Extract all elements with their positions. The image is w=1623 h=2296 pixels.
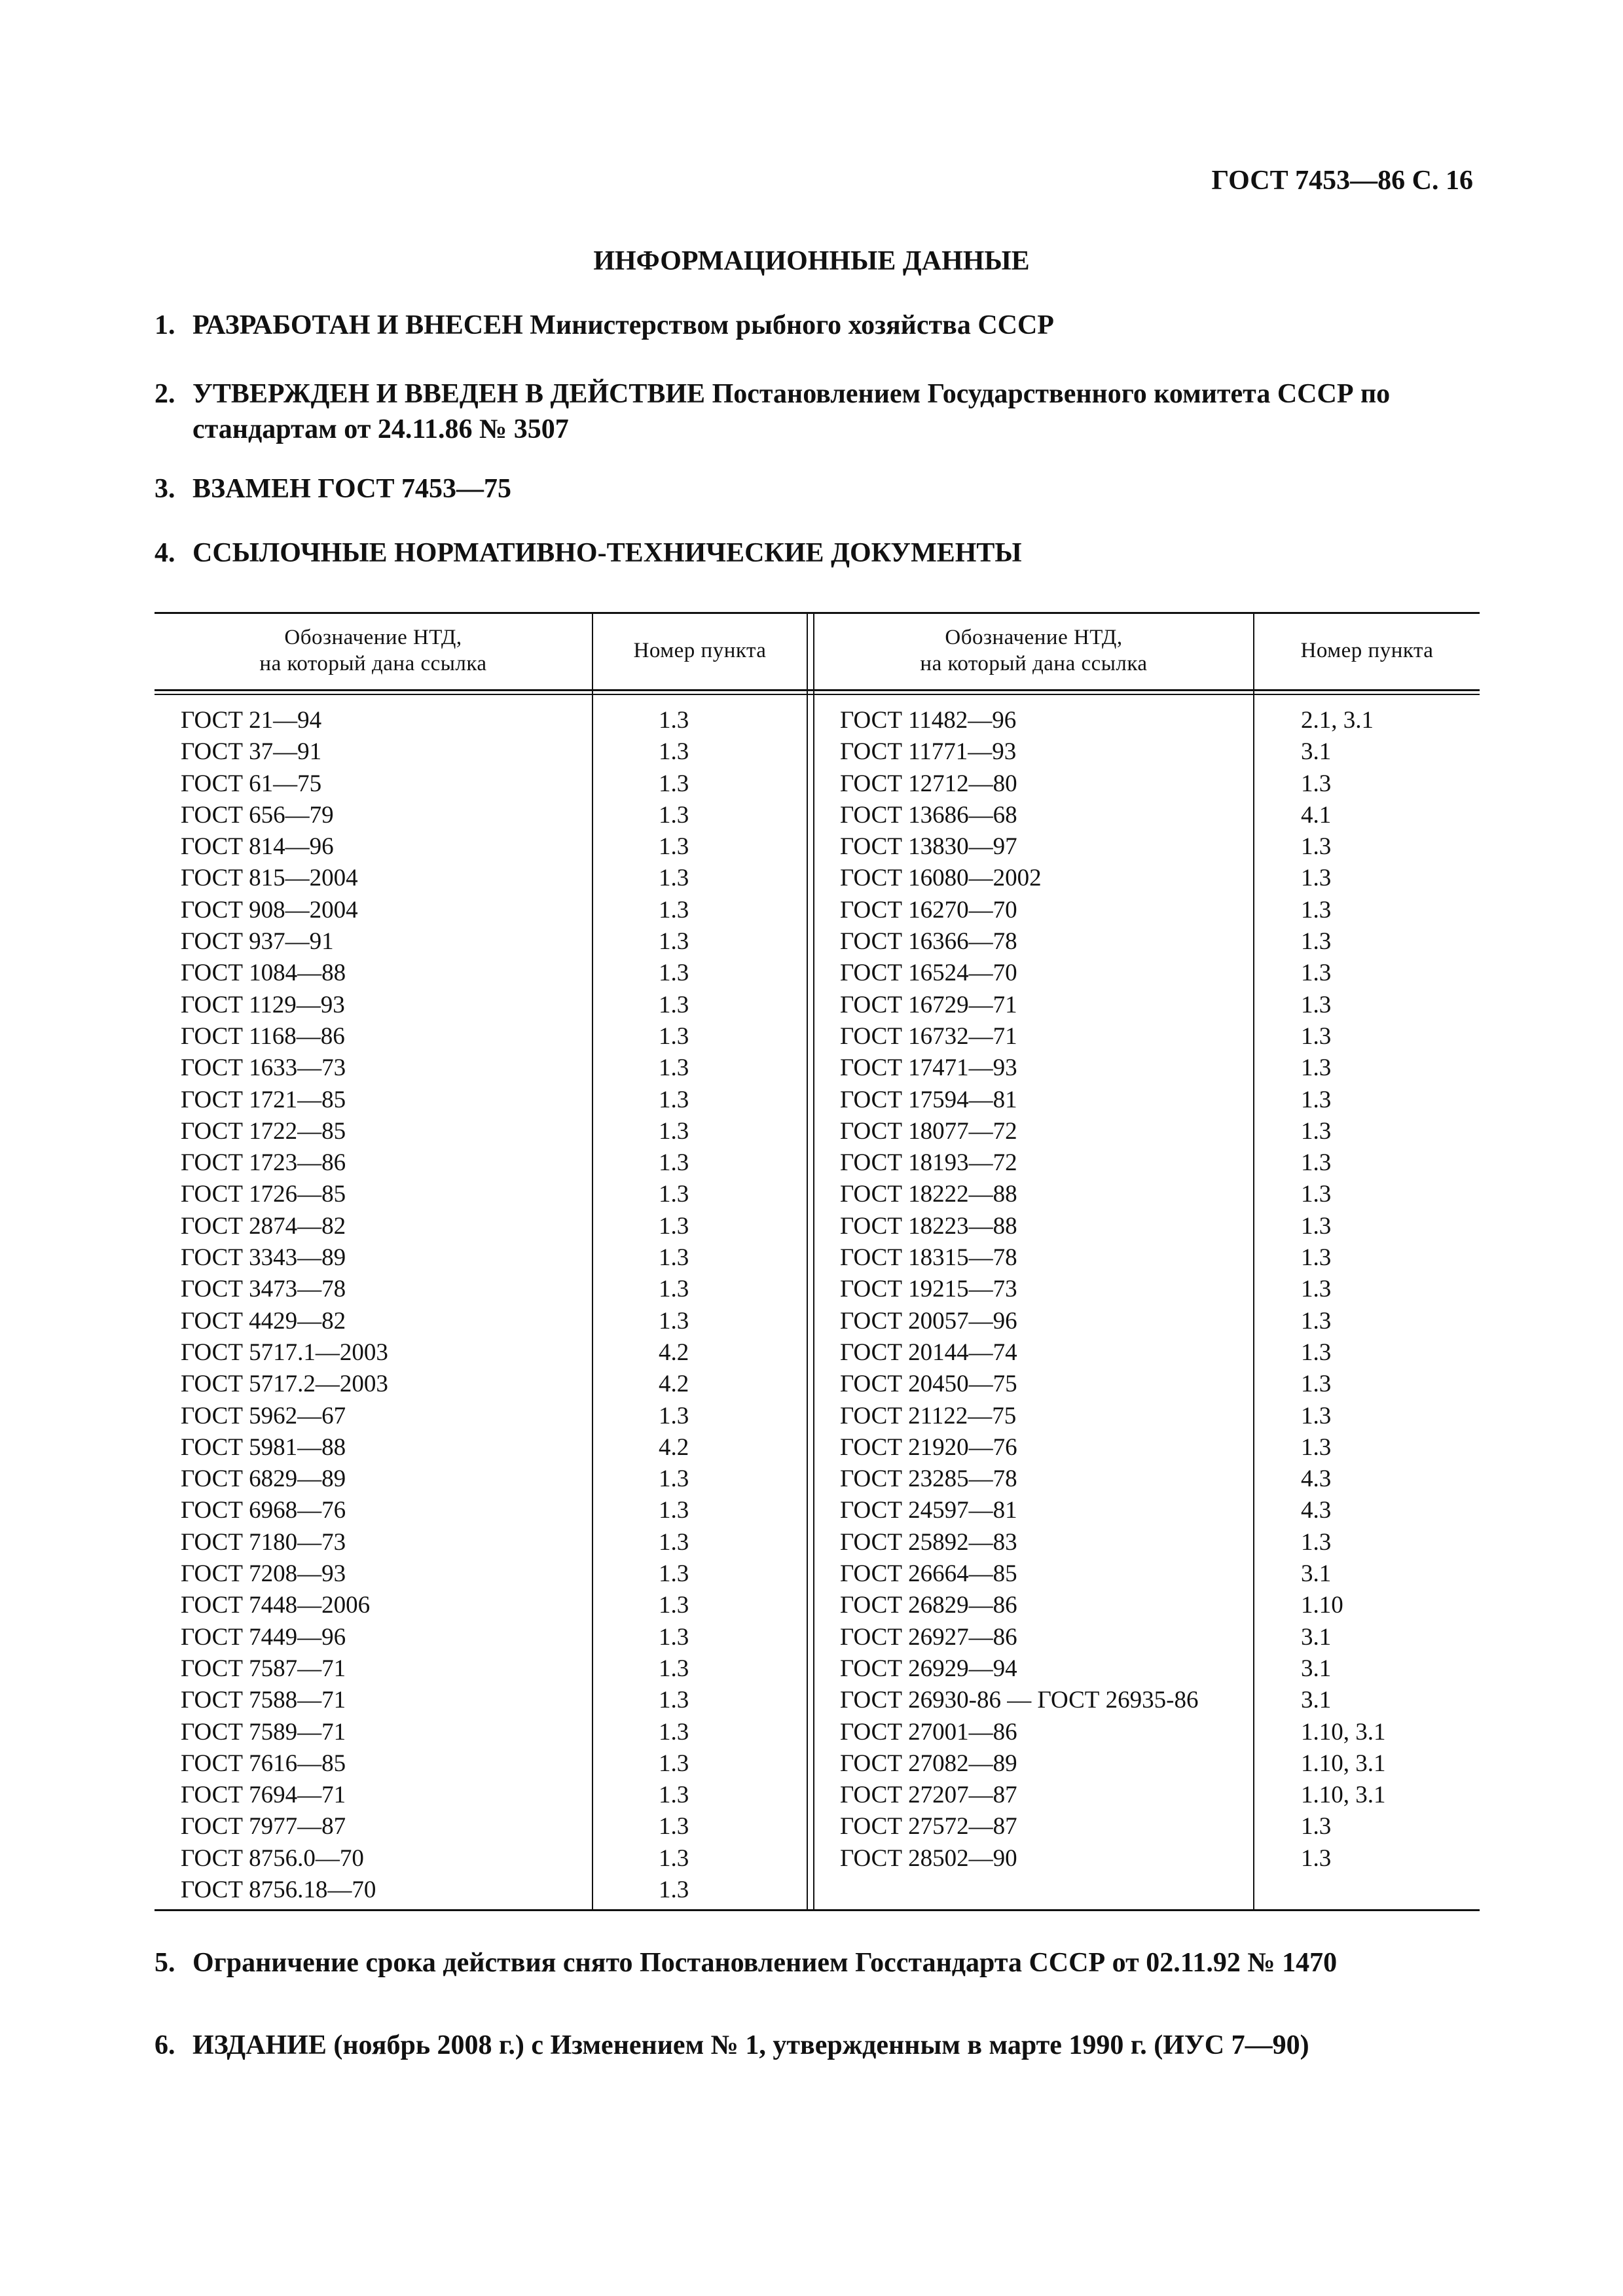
table-cell-point: 4.2 (659, 1433, 689, 1461)
table-cell-point: 1.3 (1301, 1181, 1332, 1208)
table-cell-point: 1.10, 3.1 (1301, 1782, 1386, 1809)
table-cell-document: ГОСТ 7587—71 (181, 1655, 346, 1682)
section-number: 1. (155, 310, 175, 340)
table-cell-document: ГОСТ 61—75 (181, 770, 322, 797)
section-number: 4. (155, 538, 175, 568)
table-cell-point: 1.3 (659, 707, 689, 734)
section-text: УТВЕРЖДЕН И ВВЕДЕН В ДЕЙСТВИЕ Постановлением Государственного комитета СССР по (192, 379, 1391, 409)
table-cell-document: ГОСТ 11771—93 (840, 738, 1017, 766)
table-cell-document: ГОСТ 18315—78 (840, 1244, 1017, 1272)
table-cell-point: 1.3 (1301, 770, 1332, 797)
page-header: ГОСТ 7453—86 С. 16 (1211, 166, 1473, 196)
table-cell-document: ГОСТ 23285—78 (840, 1465, 1017, 1493)
table-cell-point: 1.3 (1301, 960, 1332, 987)
header-line: Номер пункта (1300, 639, 1434, 662)
table-cell-document: ГОСТ 18077—72 (840, 1117, 1017, 1145)
section-text: ИЗДАНИЕ (ноябрь 2008 г.) с Изменением № 1, утвержденным в марте 1990 г. (ИУС 7—90) (192, 2030, 1309, 2060)
table-cell-point: 1.3 (659, 1844, 689, 1872)
table-cell-point: 1.3 (659, 1307, 689, 1335)
header-line: Номер пункта (633, 639, 767, 662)
table-cell-document: ГОСТ 19215—73 (840, 1276, 1017, 1303)
table-cell-document: ГОСТ 6829—89 (181, 1465, 346, 1493)
table-cell-document: ГОСТ 7448—2006 (181, 1592, 371, 1619)
section-line: стандартам от 24.11.86 № 3507 (192, 414, 569, 444)
table-cell-point: 1.3 (659, 1086, 689, 1113)
table-cell-point: 1.3 (659, 1181, 689, 1208)
table-cell-document: ГОСТ 20450—75 (840, 1371, 1017, 1398)
table-cell-document: ГОСТ 16080—2002 (840, 865, 1042, 892)
table-cell-point: 1.3 (1301, 928, 1332, 956)
table-cell-document: ГОСТ 3343—89 (181, 1244, 346, 1272)
table-cell-document: ГОСТ 16270—70 (840, 896, 1017, 924)
table-cell-document: ГОСТ 11482—96 (840, 707, 1017, 734)
table-cell-point: 1.3 (659, 1655, 689, 1682)
table-cell-document: ГОСТ 21—94 (181, 707, 322, 734)
table-cell-document: ГОСТ 5981—88 (181, 1433, 346, 1461)
table-cell-point: 1.3 (659, 770, 689, 797)
table-cell-point: 1.3 (1301, 833, 1332, 861)
table-cell-point: 1.3 (1301, 1338, 1332, 1366)
section-line (155, 376, 1480, 412)
table-rule (155, 694, 1480, 695)
table-cell-document: ГОСТ 26929—94 (840, 1655, 1017, 1682)
table-cell-document: ГОСТ 16524—70 (840, 960, 1017, 987)
table-cell-point: 3.1 (1301, 1687, 1332, 1714)
table-cell-point: 1.3 (659, 1054, 689, 1082)
table-cell-document: ГОСТ 6968—76 (181, 1497, 346, 1524)
table-cell-point: 1.3 (1301, 896, 1332, 924)
table-cell-point: 1.3 (659, 1528, 689, 1556)
table-cell-document: ГОСТ 21122—75 (840, 1402, 1017, 1429)
table-cell-document: ГОСТ 12712—80 (840, 770, 1017, 797)
table-cell-document: ГОСТ 3473—78 (181, 1276, 346, 1303)
table-cell-document: ГОСТ 37—91 (181, 738, 322, 766)
table-cell-point: 1.10 (1301, 1592, 1343, 1619)
table-cell-document: ГОСТ 18222—88 (840, 1181, 1017, 1208)
table-cell-document: ГОСТ 16732—71 (840, 1022, 1017, 1050)
table-cell-document: ГОСТ 7180—73 (181, 1528, 346, 1556)
table-cell-document: ГОСТ 7589—71 (181, 1718, 346, 1746)
section-validity (155, 1945, 1480, 1981)
table-cell-point: 1.3 (1301, 1528, 1332, 1556)
table-cell-point: 1.3 (1301, 1212, 1332, 1240)
table-cell-document: ГОСТ 7588—71 (181, 1687, 346, 1714)
table-cell-document: ГОСТ 937—91 (181, 928, 334, 956)
table-cell-document: ГОСТ 1721—85 (181, 1086, 346, 1113)
section-text: РАЗРАБОТАН И ВНЕСЕН Министерством рыбного хозяйства СССР (192, 310, 1054, 340)
header-line: на который дана ссылка (259, 652, 487, 675)
table-cell-point: 1.3 (1301, 1844, 1332, 1872)
table-cell-point: 1.3 (659, 1276, 689, 1303)
table-cell-document: ГОСТ 26829—86 (840, 1592, 1017, 1619)
table-cell-point: 3.1 (1301, 738, 1332, 766)
table-cell-document: ГОСТ 7977—87 (181, 1813, 346, 1840)
header-line: на который дана ссылка (920, 652, 1148, 675)
table-cell-document: ГОСТ 5717.2—2003 (181, 1371, 388, 1398)
section-text: Ограничение срока действия снято Постановлением Госстандарта СССР от 02.11.92 № 1470 (192, 1948, 1338, 1978)
table-cell-point: 4.3 (1301, 1497, 1332, 1524)
table-cell-document: ГОСТ 8756.0—70 (181, 1844, 364, 1872)
table-cell-document: ГОСТ 908—2004 (181, 896, 358, 924)
table-cell-point: 1.3 (659, 1876, 689, 1903)
table-cell-document: ГОСТ 26664—85 (840, 1560, 1017, 1588)
section-number: 2. (155, 379, 175, 409)
table-cell-point: 1.3 (1301, 1276, 1332, 1303)
section-number: 6. (155, 2030, 175, 2060)
section-developed (155, 308, 1480, 343)
table-cell-point: 1.3 (1301, 1054, 1332, 1082)
column-divider (813, 612, 814, 1911)
table-cell-point: 2.1, 3.1 (1301, 707, 1374, 734)
table-cell-point: 4.1 (1301, 801, 1332, 829)
section-text: ВЗАМЕН ГОСТ 7453—75 (192, 474, 512, 504)
table-cell-document: ГОСТ 17594—81 (840, 1086, 1017, 1113)
table-cell-point: 1.3 (1301, 1402, 1332, 1429)
table-cell-document: ГОСТ 27572—87 (840, 1813, 1017, 1840)
table-cell-document: ГОСТ 1633—73 (181, 1054, 346, 1082)
table-cell-document: ГОСТ 28502—90 (840, 1844, 1017, 1872)
table-cell-document: ГОСТ 17471—93 (840, 1054, 1017, 1082)
document-title: ИНФОРМАЦИОННЫЕ ДАННЫЕ (593, 246, 1030, 276)
table-cell-document: ГОСТ 1723—86 (181, 1149, 346, 1177)
table-cell-document: ГОСТ 8756.18—70 (181, 1876, 376, 1903)
column-divider (592, 612, 593, 1911)
left-point-column (659, 705, 689, 1906)
table-cell-document: ГОСТ 13686—68 (840, 801, 1017, 829)
table-cell-document: ГОСТ 656—79 (181, 801, 334, 829)
table-cell-document: ГОСТ 25892—83 (840, 1528, 1017, 1556)
table-cell-point: 1.3 (659, 1149, 689, 1177)
table-cell-point: 1.3 (1301, 1022, 1332, 1050)
table-cell-point: 3.1 (1301, 1623, 1332, 1651)
table-cell-point: 1.3 (659, 1592, 689, 1619)
table-cell-point: 1.3 (659, 801, 689, 829)
table-cell-document: ГОСТ 16729—71 (840, 991, 1017, 1018)
table-cell-point: 1.3 (659, 1687, 689, 1714)
table-cell-point: 1.3 (1301, 1149, 1332, 1177)
table-cell-point: 1.3 (1301, 1244, 1332, 1272)
table-cell-point: 1.3 (659, 738, 689, 766)
table-cell-document: ГОСТ 24597—81 (840, 1497, 1017, 1524)
table-cell-document: ГОСТ 27001—86 (840, 1718, 1017, 1746)
table-cell-point: 1.3 (659, 1782, 689, 1809)
table-cell-document: ГОСТ 7449—96 (181, 1623, 346, 1651)
column-header-document (155, 612, 592, 689)
table-cell-point: 1.3 (659, 833, 689, 861)
table-cell-point: 1.3 (659, 1718, 689, 1746)
header-line: Обозначение НТД, (284, 626, 462, 649)
table-cell-point: 1.3 (659, 1497, 689, 1524)
table-cell-point: 1.3 (1301, 1433, 1332, 1461)
table-cell-point: 1.3 (659, 1749, 689, 1777)
section-number: 5. (155, 1948, 175, 1978)
table-cell-document: ГОСТ 27207—87 (840, 1782, 1017, 1809)
table-cell-point: 1.10, 3.1 (1301, 1749, 1386, 1777)
table-rule (155, 689, 1480, 691)
table-cell-point: 1.3 (659, 1402, 689, 1429)
column-divider (1253, 612, 1254, 1911)
table-cell-document: ГОСТ 5962—67 (181, 1402, 346, 1429)
table-cell-point: 1.3 (659, 1560, 689, 1588)
section-references (155, 535, 1480, 571)
table-cell-point: 1.3 (1301, 865, 1332, 892)
table-cell-point: 1.10, 3.1 (1301, 1718, 1386, 1746)
section-approved (155, 376, 1480, 447)
right-document-column (840, 705, 1198, 1874)
table-cell-document: ГОСТ 2874—82 (181, 1212, 346, 1240)
references-table (155, 612, 1480, 1911)
column-header-point (1254, 612, 1480, 689)
section-text: ССЫЛОЧНЫЕ НОРМАТИВНО-ТЕХНИЧЕСКИЕ ДОКУМЕНТЫ (192, 538, 1022, 568)
table-cell-point: 1.3 (659, 1465, 689, 1493)
table-cell-document: ГОСТ 4429—82 (181, 1307, 346, 1335)
table-cell-document: ГОСТ 1726—85 (181, 1181, 346, 1208)
table-cell-point: 1.3 (1301, 1117, 1332, 1145)
column-header-point (593, 612, 807, 689)
table-cell-point: 1.3 (659, 1117, 689, 1145)
column-header-document (814, 612, 1253, 689)
table-cell-point: 1.3 (659, 1813, 689, 1840)
table-cell-document: ГОСТ 7694—71 (181, 1782, 346, 1809)
table-cell-point: 1.3 (1301, 1371, 1332, 1398)
table-cell-document: ГОСТ 16366—78 (840, 928, 1017, 956)
table-cell-document: ГОСТ 1168—86 (181, 1022, 345, 1050)
table-cell-point: 1.3 (659, 1244, 689, 1272)
table-cell-point: 1.3 (659, 896, 689, 924)
left-document-column (181, 705, 388, 1906)
table-cell-document: ГОСТ 26930-86 — ГОСТ 26935-86 (840, 1687, 1199, 1714)
table-cell-point: 1.3 (1301, 1307, 1332, 1335)
table-rule (155, 1909, 1480, 1911)
table-cell-point: 3.1 (1301, 1655, 1332, 1682)
table-cell-point: 1.3 (1301, 991, 1332, 1018)
table-cell-point: 4.3 (1301, 1465, 1332, 1493)
section-edition (155, 2028, 1480, 2063)
table-cell-point: 1.3 (659, 1022, 689, 1050)
table-cell-point: 1.3 (659, 1212, 689, 1240)
table-cell-document: ГОСТ 21920—76 (840, 1433, 1017, 1461)
table-cell-document: ГОСТ 20057—96 (840, 1307, 1017, 1335)
table-cell-document: ГОСТ 20144—74 (840, 1338, 1017, 1366)
table-cell-document: ГОСТ 13830—97 (840, 833, 1017, 861)
table-cell-point: 1.3 (1301, 1813, 1332, 1840)
table-cell-point: 1.3 (659, 928, 689, 956)
table-cell-point: 4.2 (659, 1338, 689, 1366)
table-cell-point: 1.3 (1301, 1086, 1332, 1113)
table-cell-point: 1.3 (659, 960, 689, 987)
table-cell-document: ГОСТ 1084—88 (181, 960, 346, 987)
table-cell-document: ГОСТ 26927—86 (840, 1623, 1017, 1651)
table-cell-document: ГОСТ 5717.1—2003 (181, 1338, 388, 1366)
table-cell-document: ГОСТ 18193—72 (840, 1149, 1017, 1177)
table-cell-document: ГОСТ 814—96 (181, 833, 334, 861)
table-cell-point: 1.3 (659, 991, 689, 1018)
right-point-column (1301, 705, 1386, 1874)
table-cell-document: ГОСТ 1129—93 (181, 991, 345, 1018)
table-cell-document: ГОСТ 7208—93 (181, 1560, 346, 1588)
table-cell-point: 1.3 (659, 865, 689, 892)
table-cell-document: ГОСТ 18223—88 (840, 1212, 1017, 1240)
table-cell-document: ГОСТ 7616—85 (181, 1749, 346, 1777)
table-cell-point: 1.3 (659, 1623, 689, 1651)
table-cell-document: ГОСТ 27082—89 (840, 1749, 1017, 1777)
table-cell-document: ГОСТ 1722—85 (181, 1117, 346, 1145)
header-line: Обозначение НТД, (945, 626, 1123, 649)
table-cell-point: 3.1 (1301, 1560, 1332, 1588)
column-divider (807, 612, 808, 1911)
table-cell-document: ГОСТ 815—2004 (181, 865, 358, 892)
table-cell-point: 4.2 (659, 1371, 689, 1398)
section-number: 3. (155, 474, 175, 504)
section-replaces (155, 471, 1480, 507)
